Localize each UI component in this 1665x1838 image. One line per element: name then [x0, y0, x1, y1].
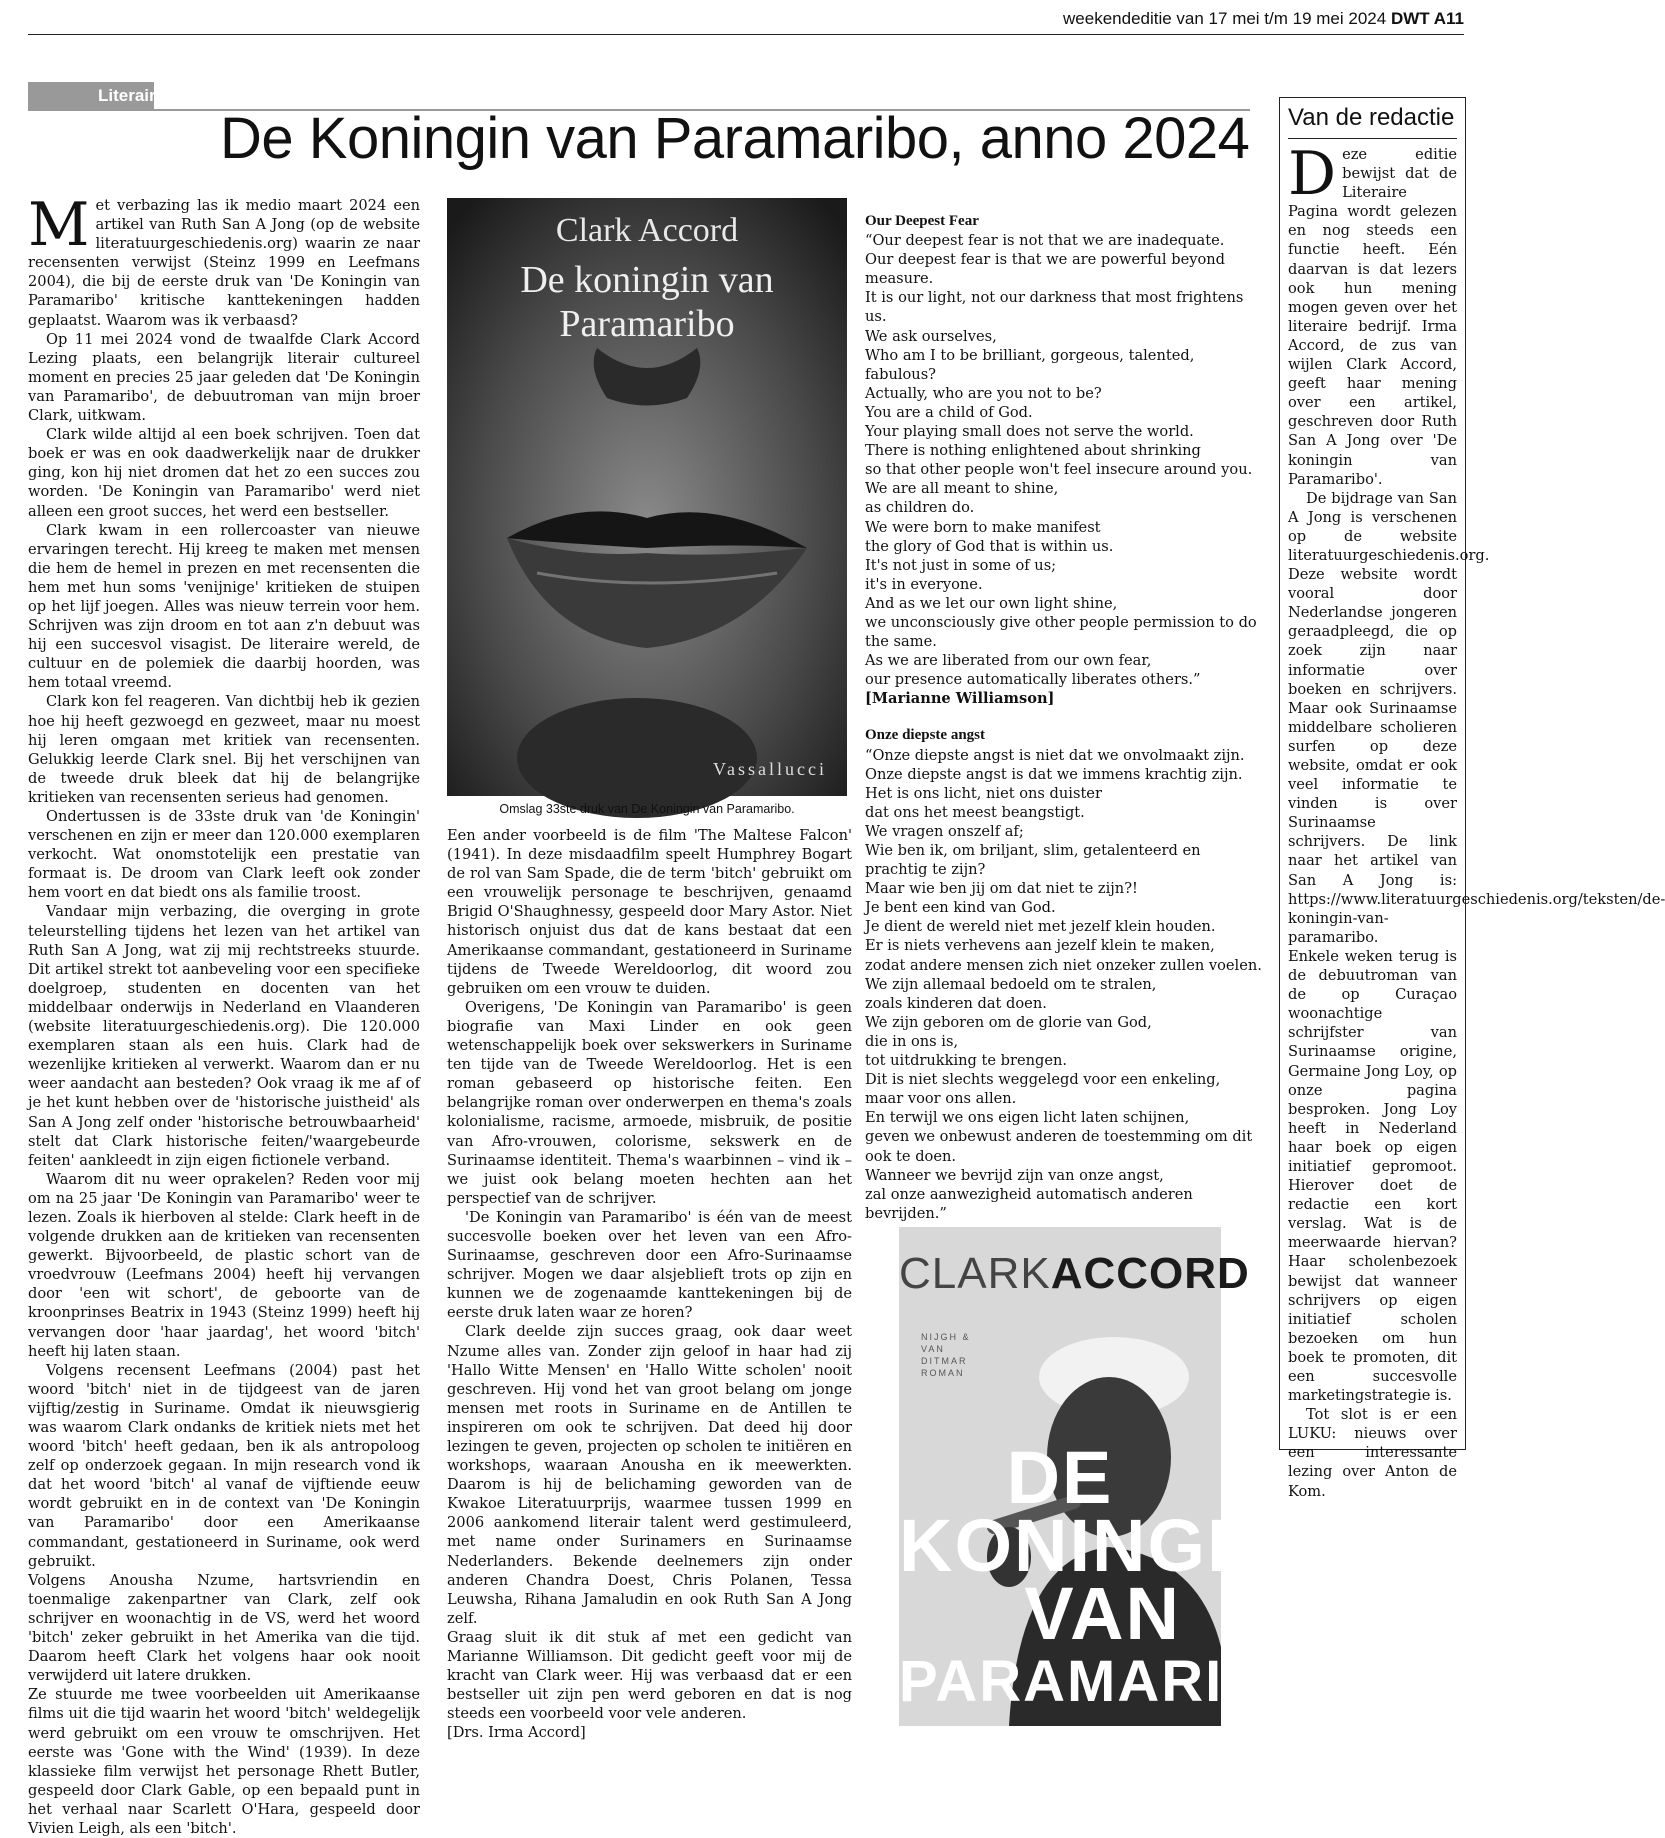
masthead	[28, 4, 1464, 35]
poem-line: “Our deepest fear is not that we are inadequate.	[865, 232, 1225, 250]
cover2-author-last: ACCORD	[1050, 1249, 1250, 1298]
drop-cap: M	[28, 190, 90, 260]
poem-column	[865, 212, 1265, 1223]
sidebar-title: Van de redactie	[1288, 104, 1457, 139]
cover2-title-line4: PARAMARIBO	[899, 1649, 1315, 1714]
poem-en-credit: [Marianne Williamson]	[865, 690, 1055, 708]
book-cover-new-edition	[899, 1227, 1315, 1726]
poem-line: it's in everyone.	[865, 575, 983, 593]
poem-line: Je bent een kind van God.	[865, 899, 1056, 917]
article-paragraph: Een ander voorbeeld is de film 'The Maltese Falcon' (1941). In deze misdaadfilm speelt Humphrey Bogart de rol van Sam Spade, die de term 'bitch' gebruikt om een vrouwelijk personage te beschrijven, genaamd Brigid O'Shaughnessy, gespeeld door Mary Astor. Niet historisch onjuist dus dat de kans bestaat dat een Amerikaanse commandant, gestationeerd in Suriname tijdens de Tweede Wereldoorlog, dit woord zou gebruiken om een vrouw te duiden.	[447, 827, 852, 997]
poem-line: We ask ourselves,	[865, 327, 997, 345]
cover2-author-first: CLARK	[899, 1249, 1051, 1298]
poem-line: We zijn geboren om de glorie van God,	[865, 1013, 1152, 1031]
sidebar-paragraph: Deze editie bewijst dat de Literaire Pagina wordt gelezen en nog steeds een functie heeft. Eén daarvan is dat lezers ook hun mening mogen geven over het literaire bedrijf. Irma Accord, de zus van wijlen Clark Accord, geeft haar mening over een artikel, geschreven door Ruth San A Jong over 'De koningin van Paramaribo'.	[1288, 139, 1457, 488]
poem-line: die in ons is,	[865, 1032, 959, 1050]
sidebar-paragraph: Enkele weken terug is de debuutroman van de op Curaçao woonachtige schrijfster van Surinaamse origine, Germaine Jong Loy, op onze pagina besproken. Jong Loy heeft in Nederland haar boek op eigen initiatief gepromoot. Hierover doet de redactie een kort verslag. Wat is de meerwaarde hiervan? Haar scholenbezoek bewijst dat wanneer schrijvers op eigen initiatief scholen bezoeken om hun boek te promoten, dit een succesvolle marketingstrategie is.	[1288, 947, 1457, 1405]
cover2-title-line3: VAN	[1024, 1572, 1181, 1655]
poem-line: We zijn allemaal bedoeld om te stralen,	[865, 975, 1157, 993]
cover1-title: De koningin van Paramaribo	[520, 259, 774, 345]
poem-line: “Onze diepste angst is niet dat we onvolmaakt zijn.	[865, 746, 1245, 764]
poem-line: the glory of God that is within us.	[865, 537, 1114, 555]
poem-line: dat ons het meest beangstigt.	[865, 803, 1085, 821]
sidebar-body	[1288, 139, 1665, 1501]
editorial-sidebar	[1279, 97, 1665, 1500]
book-cover-33rd-edition	[447, 198, 847, 796]
poem-line: as children do.	[865, 499, 975, 517]
article-paragraph: Clark kwam in een rollercoaster van nieuwe ervaringen terecht. Hij kreeg te maken met mensen die hem de hemel in prezen en met recensenten die hem met hun soms 'venijnige' kritieken de stuipen op het lijf joegen. Alles was nieuw terrein voor hem. Schrijven was zijn droom en tot aan z'n debuut was hij een succesvol visagist. De literaire wereld, de cultuur en de polemiek die daarbij hoorden, was hem totaal vreemd.	[28, 521, 420, 692]
poem-nl-lines	[865, 746, 1265, 1223]
poem-line: Your playing small does not serve the world.	[865, 423, 1194, 441]
cover-caption: Omslag 33ste druk van De Koningin van Paramaribo.	[499, 802, 795, 816]
article-paragraph: Graag sluit ik dit stuk af met een gedicht van Marianne Williamson. Dit gedicht geeft voor mij de kracht van Clark weer. Hij was verbaasd dat er een bestseller uit zijn pen werd geboren en dat is nog steeds een voorbeeld voor vele anderen.	[447, 1628, 852, 1723]
article-paragraph: [Drs. Irma Accord]	[447, 1724, 586, 1742]
poem-line: You are a child of God.	[865, 403, 1033, 421]
drop-cap: D	[1288, 139, 1337, 209]
article-paragraph: Volgens Anousha Nzume, hartsvriendin en toenmalige zakenpartner van Clark, zelf ook schrijver en woonachtig in de VS, werd het woord 'bitch' zeker gebruikt in het Amerika van die tijd. Daarom heeft Clark het volgens haar ook nooit verwijderd uit latere drukken.	[28, 1571, 420, 1685]
poem-line: We are all meant to shine,	[865, 480, 1059, 498]
poem-line: Who am I to be brilliant, gorgeous, talented, fabulous?	[865, 346, 1195, 383]
edition-date: weekendeditie van 17 mei t/m 19 mei 2024	[1063, 9, 1387, 28]
poem-line: Maar wie ben jij om dat niet te zijn?!	[865, 880, 1138, 898]
article-column-2	[447, 826, 852, 1743]
poem-line: so that other people won't feel insecure around you.	[865, 461, 1253, 479]
article-paragraph: Clark kon fel reageren. Van dichtbij heb ik gezien hoe hij heeft gezwoegd en gezweet, maar nu moest hij leren omgaan met kritiek van recensenten. Gelukkig leerde Clark snel. Bij het verschijnen van de tweede druk bleek dat hij de belangrijke kritieken van recensenten serieus had genomen.	[28, 693, 420, 806]
poem-line: It is our light, not our darkness that most frightens us.	[865, 289, 1244, 326]
section-label: Literair	[28, 82, 154, 110]
article-paragraph: Waarom dit nu weer oprakelen? Reden voor mij om na 25 jaar 'De Koningin van Paramaribo' weer te lezen. Zoals ik hierboven al stelde: Clark heeft in de volgende drukken aan de kritieken van recensenten gewerkt. Bijvoorbeeld, de plastic schort van de vroedvrouw (Leefmans 2004) heeft hij vervangen door 'een wit schort', de geboorte van de kroonprinses Beatrix in 1943 (Steinz 1999) heeft hij vervangen door 'haar jaardag', het woord 'bitch' heeft hij laten staan.	[28, 1170, 420, 1360]
article-paragraph: Overigens, 'De Koningin van Paramaribo' is geen biografie van Maxi Linder en ook geen wetenschappelijk boek over sekswerkers in Suriname ten tijde van de Tweede Wereldoorlog. Het is een roman gebaseerd op historische feiten. Een belangrijke roman over onderwerpen en thema's zoals kolonialisme, racisme, armoede, misbruik, de positie van Afro-vrouwen, colorisme, sekswerk en de Surinaamse identiteit. Thema's waarbinnen – vind ik – we juist ook belang moeten hechten aan het perspectief van de schrijver.	[447, 998, 852, 1207]
cover2-title	[899, 1436, 1315, 1716]
article-paragraph: Clark wilde altijd al een boek schrijven. Toen dat boek er was en ook daadwerkelijk naar de drukker ging, kon hij niet dromen dat het zo een succes zou worden. 'De Koningin van Paramaribo' werd niet alleen een groot succes, het werd een bestseller.	[28, 426, 420, 520]
poem-line: Je dient de wereld niet met jezelf klein houden.	[865, 918, 1216, 936]
article-paragraph: Vandaar mijn verbazing, die overging in grote teleurstelling tijdens het lezen van het artikel van Ruth San A Jong, wat zij mij rechtstreeks stuurde. Dit artikel strekt tot aanbeveling voor een specifieke doelgroep, studenten en docenten van het middelbaar onderwijs in Nederland en Vlaanderen (website literatuurgeschiedenis.org). Die 120.000 exemplaren staan als een huis. Clark had de wezenlijke kritieken al verwerkt. Waarom dan er nu weer aandacht aan besteden? Ook vraag ik me af of je het kunt hebben over de 'historische juistheid' als San A Jong zelf onder 'historische betrouwbaarheid' stelt dat Clark historische feiten/'waargebeurde feiten' aankleedt in zijn eigen fictionele verband.	[28, 903, 420, 1169]
poem-line: maar voor ons allen.	[865, 1090, 1017, 1108]
poem-line: We vragen onszelf af;	[865, 822, 1024, 840]
article-paragraph: Ze stuurde me twee voorbeelden uit Amerikaanse films uit die tijd waarin het woord 'bitch' weldegelijk werd gebruikt om een vrouw te omschrijven. Het eerste was 'Gone with the Wind' (1939). In deze klassieke film verwijst het personage Rhett Butler, gespeeld door Clark Gable, op een bepaald punt in het verhaal naar Scarlett O'Hara, gespeeld door Vivien Leigh, als een 'bitch'.	[28, 1686, 420, 1837]
cover2-imprint: NIJGH & VAN DITMAR ROMAN	[921, 1332, 971, 1378]
poem-line: Het is ons licht, niet ons duister	[865, 784, 1102, 802]
poem-nl-title: Onze diepste angst	[865, 727, 985, 744]
poem-line: Our deepest fear is that we are powerful beyond measure.	[865, 251, 1225, 288]
poem-line: Dit is niet slechts weggelegd voor een enkeling,	[865, 1071, 1221, 1089]
poem-line: zoals kinderen dat doen.	[865, 994, 1047, 1012]
poem-line: Onze diepste angst is dat we immens krachtig zijn.	[865, 765, 1243, 783]
cover1-author: Clark Accord	[555, 212, 739, 249]
poem-line: we unconsciously give other people permission to do the same.	[865, 613, 1257, 651]
page-number: DWT A11	[1390, 9, 1464, 28]
poem-en-title: Our Deepest Fear	[865, 213, 979, 229]
article-paragraph: Op 11 mei 2024 vond de twaalfde Clark Accord Lezing plaats, een belangrijk literair cultureel moment en precies 25 jaar geleden dat 'De Koningin van Paramaribo', de debuutroman van mijn broer Clark, uitkwam.	[28, 330, 420, 425]
cover1-publisher: Vassallucci	[713, 759, 827, 779]
article-paragraph: Ondertussen is de 33ste druk van 'de Koningin' verschenen en zijn er meer dan 120.000 exemplaren verkocht. Wat onomstotelijk een prestatie van formaat is. De droom van Clark leeft ook zonder hem voort en dat biedt ons als familie troost.	[28, 808, 420, 902]
article-paragraph: Met verbazing las ik medio maart 2024 een artikel van Ruth San A Jong (op de website literatuurgeschiedenis.org) waarin ze naar recensenten verwijst (Steinz 1999 en Leefmans 2004), die bij de eerste druk van 'De Koningin van Paramaribo' kritische kanttekeningen hadden geplaatst. Waarom was ik verbaasd?	[28, 190, 420, 329]
poem-line: As we are liberated from our own fear,	[865, 652, 1152, 670]
poem-line: We were born to make manifest	[865, 518, 1101, 536]
sidebar-paragraph: Tot slot is er een LUKU: nieuws over een interessante lezing over Anton de Kom.	[1288, 1406, 1457, 1500]
article-paragraph: Clark deelde zijn succes graag, ook daar weet Nzume alles van. Zonder zijn geloof in haar had zij 'Hallo Witte Mensen' en 'Hallo Witte scholen' nooit geschreven. Hij vond het van groot belang om jonge mensen met roots in Suriname en de Antillen te inspireren om ook te schrijven. Dat deed hij door lezingen te geven, projecten op scholen te initiëren en workshops, waaraan Anousha en ik meewerkten. Daarom is hij de belichaming geworden van de Kwakoe Literatuurprijs, waarmee tussen 1999 en 2006 aankomend literair talent werd gestimuleerd, met name onder Surinamers en Surinaamse Nederlanders. Bekende deelnemers zijn onder anderen Chandra Doest, Chris Polanen, Tessa Leuwsha, Rihana Jamaludin en ook Ruth San A Jong zelf.	[447, 1323, 852, 1627]
article-paragraph: 'De Koningin van Paramaribo' is één van de meest succesvolle boeken over het leven van een Afro-Surinaamse, geschreven door een Afro-Surinaamse schrijver. Mogen we daar alsjeblieft trots op zijn en kunnen we de zogenaamde kanttekeningen bij de eerste druk laten waar ze horen?	[447, 1208, 852, 1322]
headline: De Koningin van Paramaribo, anno 2024	[220, 106, 1250, 171]
sidebar-paragraph: De bijdrage van San A Jong is verschenen op de website literatuurgeschiedenis.org. Deze website wordt vooral door Nederlandse jongeren geraadpleegd, die op zoek zijn naar informatie over boeken en schrijvers. Maar ook Surinaamse middelbare scholieren surfen op deze website, omdat er ook veel informatie te vinden is over Surinaamse schrijvers. De link naar het artikel van San A Jong is: https://www.literatuurgeschiedenis.org/teksten/de-koningin-van-paramaribo.	[1288, 489, 1665, 946]
poem-line: Wanneer we bevrijd zijn van onze angst,	[865, 1166, 1164, 1184]
poem-line: It's not just in some of us;	[865, 556, 1057, 574]
article-column-1	[28, 190, 420, 1838]
poem-line: zal onze aanwezigheid automatisch anderen bevrijden.”	[865, 1185, 1193, 1222]
poem-line: There is nothing enlightened about shrinking	[865, 442, 1201, 460]
cover2-title-line1: DE	[1006, 1436, 1114, 1519]
poem-line: And as we let our own light shine,	[865, 594, 1118, 612]
poem-line: Actually, who are you not to be?	[865, 384, 1102, 402]
article-paragraph: Volgens recensent Leefmans (2004) past het woord 'bitch' niet in de tijdgeest van de jaren vijftig/zestig in Suriname. Omdat ik nieuwsgierig was waarom Clark ondanks de kritiek niets met het woord 'bitch' heeft gedaan, ben ik als antropoloog zelf op onderzoek gegaan. In mijn research vond ik dat het woord 'bitch' al vanaf de vijftiende eeuw wordt gebruikt en in de context van 'De Koningin van Paramaribo' door een Amerikaanse commandant, gestationeerd in Suriname, ook werd gebruikt.	[28, 1361, 420, 1570]
poem-line: our presence automatically liberates others.”	[865, 671, 1201, 689]
poem-line: zodat andere mensen zich niet onzeker zullen voelen.	[865, 956, 1262, 974]
poem-line: geven we onbewust anderen de toestemming om dit ook te doen.	[865, 1128, 1253, 1165]
poem-line: En terwijl we ons eigen licht laten schijnen,	[865, 1109, 1190, 1127]
poem-line: Wie ben ik, om briljant, slim, getalenteerd en prachtig te zijn?	[865, 842, 1201, 879]
poem-line: tot uitdrukking te brengen.	[865, 1052, 1068, 1070]
cover2-title-line2: KONINGIN	[899, 1504, 1285, 1587]
poem-en-lines	[865, 231, 1265, 689]
poem-line: Er is niets verhevens aan jezelf klein te maken,	[865, 937, 1215, 955]
cover2-author	[899, 1249, 1250, 1299]
